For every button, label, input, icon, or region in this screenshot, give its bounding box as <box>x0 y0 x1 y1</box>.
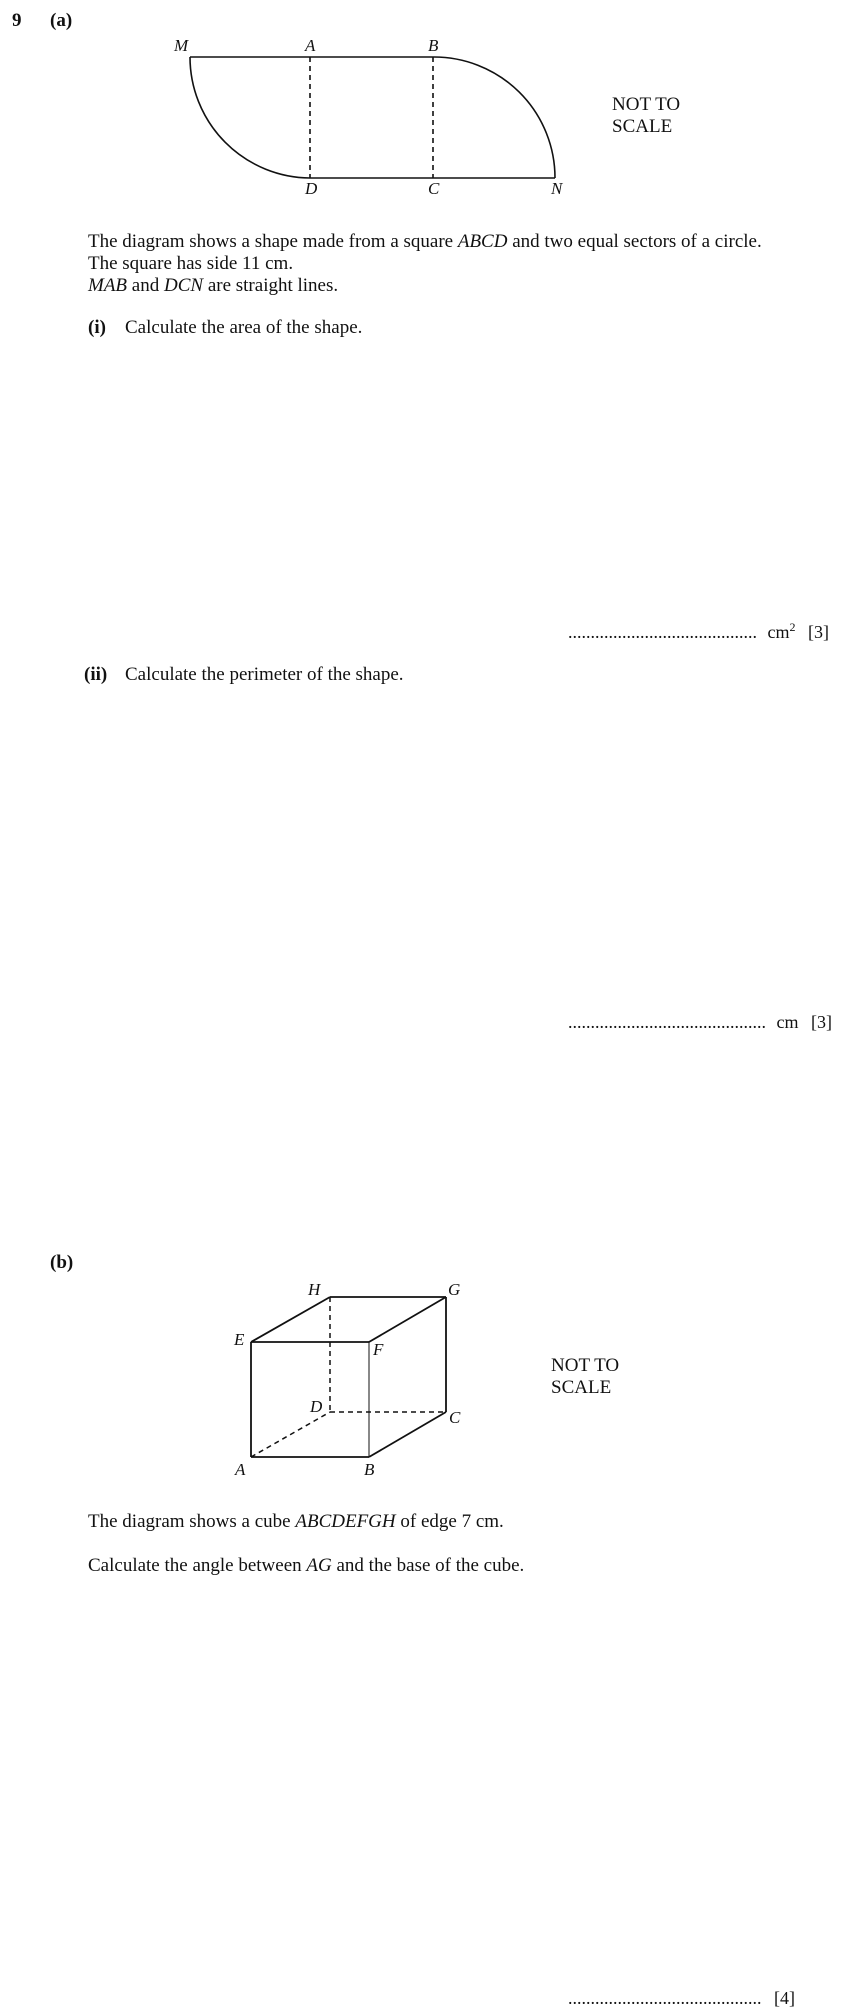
label-D: D <box>305 179 318 198</box>
cube-label-G: G <box>448 1280 461 1299</box>
sub-i-unit: cm <box>767 622 790 642</box>
sub-ii-label: (ii) <box>84 664 108 685</box>
cube-label-C: C <box>449 1408 461 1427</box>
part-a-line2: The square has side 11 cm. <box>88 253 294 274</box>
not-to-scale-a-line1: NOT TO <box>612 94 681 115</box>
sub-i-label: (i) <box>88 317 106 338</box>
cube-label-F: F <box>373 1340 384 1359</box>
not-to-scale-b-line2: SCALE <box>551 1377 612 1398</box>
not-to-scale-a <box>612 94 680 138</box>
sub-i-answer-line[interactable] <box>568 620 829 643</box>
sub-ii-marks: [3] <box>811 1012 832 1032</box>
shape-diagram <box>0 0 853 200</box>
part-a-line1: The diagram shows a shape made from a square ABCD and two equal sectors of a circle. <box>88 231 762 252</box>
part-b-label: (b) <box>50 1252 74 1273</box>
part-b-marks: [4] <box>774 1988 795 2008</box>
sub-i-text: Calculate the area of the shape. <box>125 317 363 338</box>
label-M: M <box>174 36 189 55</box>
not-to-scale-a-line2: SCALE <box>612 116 673 137</box>
sub-ii-text: Calculate the perimeter of the shape. <box>125 664 404 685</box>
cube-label-D: D <box>310 1397 323 1416</box>
question-number: 9 <box>12 10 22 31</box>
sub-ii-unit: cm <box>776 1012 799 1032</box>
cube-label-H: H <box>308 1280 321 1299</box>
label-C: C <box>428 179 440 198</box>
cube-diagram <box>0 1260 853 1460</box>
label-A: A <box>305 36 316 55</box>
sub-i-unit-sup: 2 <box>789 620 796 634</box>
part-a-line3: MAB and DCN are straight lines. <box>88 275 339 296</box>
not-to-scale-b <box>551 1355 619 1399</box>
part-a-description <box>88 231 762 297</box>
part-a-label: (a) <box>50 10 73 31</box>
sub-i-marks: [3] <box>808 622 829 642</box>
label-B: B <box>428 36 439 55</box>
label-N: N <box>551 179 563 198</box>
cube-label-B: B <box>364 1460 375 1479</box>
sub-i-answer-dots: .......................................... <box>568 622 757 642</box>
part-b-instruction: Calculate the angle between AG and the base of the cube. <box>88 1555 525 1576</box>
part-b-description: The diagram shows a cube ABCDEFGH of edge 7 cm. <box>88 1511 504 1532</box>
cube-label-E: E <box>234 1330 245 1349</box>
not-to-scale-b-line1: NOT TO <box>551 1355 620 1376</box>
sub-ii-answer-line[interactable] <box>568 1012 832 1033</box>
part-b-answer-dots: ........................................... <box>568 1988 762 2008</box>
cube-label-A: A <box>235 1460 246 1479</box>
part-b-answer-line[interactable] <box>568 1988 795 2009</box>
sub-ii-answer-dots: ............................................ <box>568 1012 766 1032</box>
